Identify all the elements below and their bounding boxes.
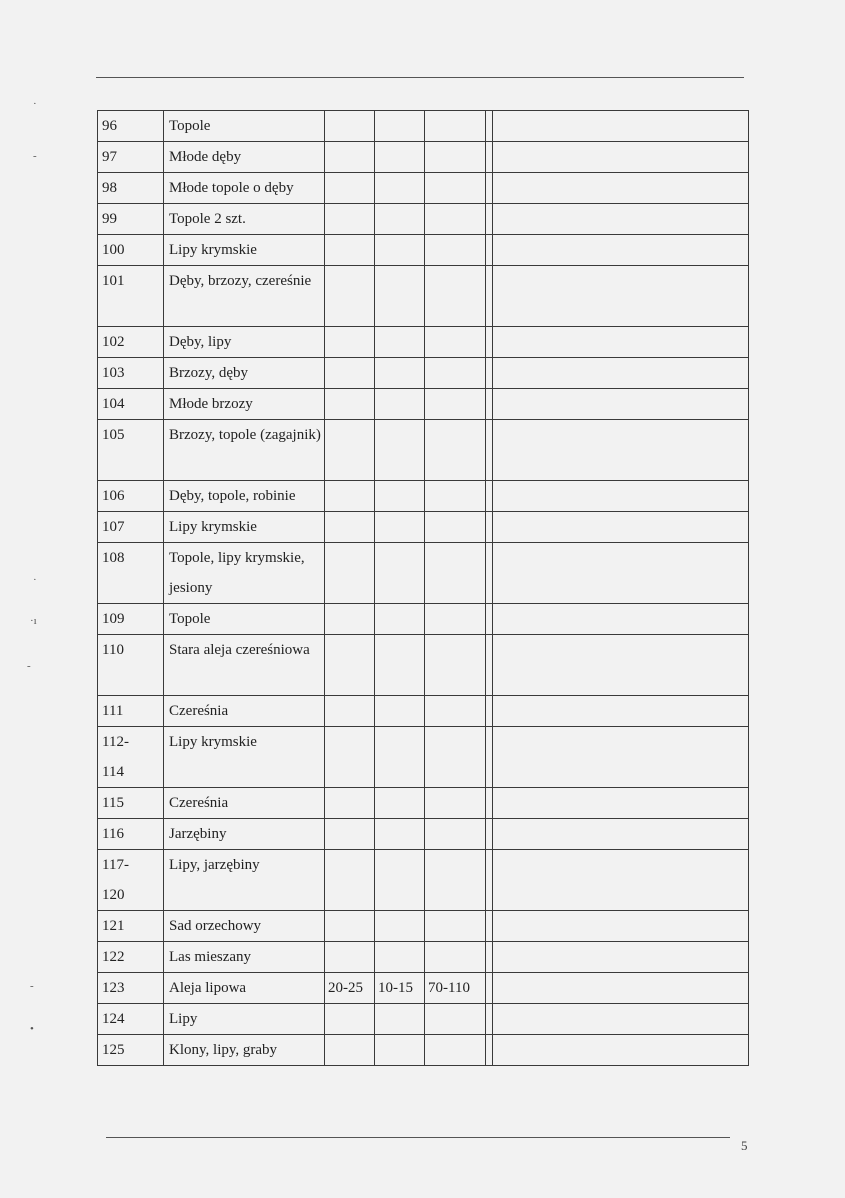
cell-number: 96	[98, 111, 164, 142]
table-row	[98, 819, 749, 850]
cell-number: 115	[98, 788, 164, 819]
cell-notes	[493, 111, 749, 142]
cell-number: 108	[98, 543, 164, 604]
cell-diameter	[375, 788, 425, 819]
cell-number: 104	[98, 389, 164, 420]
table-row	[98, 973, 749, 1004]
table-row	[98, 111, 749, 142]
cell-diameter	[375, 111, 425, 142]
table-row	[98, 850, 749, 911]
cell-notes	[493, 358, 749, 389]
table-row	[98, 358, 749, 389]
cell-diameter	[375, 604, 425, 635]
header-rule	[96, 77, 744, 78]
cell-circumference	[425, 235, 486, 266]
table-row	[98, 173, 749, 204]
cell-diameter	[375, 543, 425, 604]
cell-diameter	[375, 327, 425, 358]
cell-species: Młode brzozy	[164, 389, 325, 420]
cell-height	[325, 635, 375, 696]
cell-spacer	[486, 327, 493, 358]
table-row	[98, 142, 749, 173]
scan-speck: ·	[33, 574, 37, 586]
cell-notes	[493, 543, 749, 604]
cell-spacer	[486, 973, 493, 1004]
cell-circumference	[425, 696, 486, 727]
cell-species: Topole	[164, 604, 325, 635]
cell-height	[325, 850, 375, 911]
cell-notes	[493, 604, 749, 635]
cell-number: 103	[98, 358, 164, 389]
footer-rule	[106, 1137, 730, 1138]
cell-species: Dęby, topole, robinie	[164, 481, 325, 512]
cell-notes	[493, 389, 749, 420]
cell-height	[325, 235, 375, 266]
cell-spacer	[486, 512, 493, 543]
cell-diameter	[375, 942, 425, 973]
scan-speck: •	[30, 1023, 34, 1035]
cell-diameter: 10-15	[375, 973, 425, 1004]
cell-diameter	[375, 727, 425, 788]
cell-circumference	[425, 512, 486, 543]
cell-species: Lipy krymskie	[164, 235, 325, 266]
cell-circumference	[425, 942, 486, 973]
cell-species: Lipy	[164, 1004, 325, 1035]
table-row	[98, 543, 749, 604]
table-row	[98, 420, 749, 481]
cell-diameter	[375, 911, 425, 942]
cell-spacer	[486, 1004, 493, 1035]
cell-circumference	[425, 173, 486, 204]
cell-species: Brzozy, topole (zagajnik)	[164, 420, 325, 481]
cell-height	[325, 604, 375, 635]
cell-spacer	[486, 942, 493, 973]
cell-circumference	[425, 911, 486, 942]
cell-number: 121	[98, 911, 164, 942]
cell-circumference	[425, 543, 486, 604]
cell-height	[325, 111, 375, 142]
cell-number: 106	[98, 481, 164, 512]
cell-spacer	[486, 788, 493, 819]
table-row	[98, 204, 749, 235]
cell-diameter	[375, 420, 425, 481]
cell-spacer	[486, 850, 493, 911]
cell-number: 117- 120	[98, 850, 164, 911]
cell-notes	[493, 850, 749, 911]
cell-height	[325, 327, 375, 358]
scan-speck: ·ı	[30, 615, 37, 627]
cell-notes	[493, 235, 749, 266]
cell-number: 125	[98, 1035, 164, 1066]
table-row	[98, 788, 749, 819]
cell-number: 110	[98, 635, 164, 696]
tree-inventory-table	[97, 110, 749, 1066]
cell-species: Las mieszany	[164, 942, 325, 973]
cell-species: Klony, lipy, graby	[164, 1035, 325, 1066]
cell-species: Topole, lipy krymskie, jesiony	[164, 543, 325, 604]
cell-height	[325, 173, 375, 204]
cell-height: 20-25	[325, 973, 375, 1004]
scan-speck: -	[27, 660, 31, 672]
cell-diameter	[375, 635, 425, 696]
cell-spacer	[486, 1035, 493, 1066]
cell-diameter	[375, 696, 425, 727]
cell-number: 111	[98, 696, 164, 727]
cell-diameter	[375, 173, 425, 204]
cell-height	[325, 727, 375, 788]
scan-speck: ·	[33, 98, 37, 110]
cell-height	[325, 1004, 375, 1035]
table-row	[98, 911, 749, 942]
cell-notes	[493, 266, 749, 327]
cell-spacer	[486, 142, 493, 173]
cell-notes	[493, 942, 749, 973]
cell-spacer	[486, 235, 493, 266]
cell-height	[325, 911, 375, 942]
table-row	[98, 481, 749, 512]
cell-diameter	[375, 481, 425, 512]
cell-number: 98	[98, 173, 164, 204]
cell-species: Stara aleja czereśniowa	[164, 635, 325, 696]
table-row	[98, 635, 749, 696]
table-row	[98, 942, 749, 973]
cell-number: 102	[98, 327, 164, 358]
cell-height	[325, 266, 375, 327]
cell-diameter	[375, 1004, 425, 1035]
cell-notes	[493, 173, 749, 204]
cell-notes	[493, 512, 749, 543]
cell-notes	[493, 788, 749, 819]
cell-number: 116	[98, 819, 164, 850]
cell-species: Topole	[164, 111, 325, 142]
table-row	[98, 512, 749, 543]
cell-species: Młode topole o dęby	[164, 173, 325, 204]
cell-diameter	[375, 1035, 425, 1066]
cell-species: Młode dęby	[164, 142, 325, 173]
cell-notes	[493, 635, 749, 696]
cell-circumference	[425, 111, 486, 142]
cell-notes	[493, 973, 749, 1004]
cell-spacer	[486, 266, 493, 327]
cell-height	[325, 696, 375, 727]
page-number: 5	[741, 1138, 748, 1153]
cell-circumference	[425, 1004, 486, 1035]
cell-diameter	[375, 512, 425, 543]
cell-notes	[493, 1004, 749, 1035]
cell-notes	[493, 204, 749, 235]
cell-height	[325, 819, 375, 850]
cell-height	[325, 512, 375, 543]
cell-notes	[493, 327, 749, 358]
cell-circumference	[425, 420, 486, 481]
cell-circumference	[425, 327, 486, 358]
cell-number: 107	[98, 512, 164, 543]
cell-number: 100	[98, 235, 164, 266]
cell-species: Czereśnia	[164, 696, 325, 727]
cell-spacer	[486, 911, 493, 942]
cell-spacer	[486, 204, 493, 235]
cell-number: 124	[98, 1004, 164, 1035]
cell-circumference	[425, 635, 486, 696]
cell-spacer	[486, 696, 493, 727]
cell-number: 123	[98, 973, 164, 1004]
cell-notes	[493, 911, 749, 942]
cell-spacer	[486, 389, 493, 420]
cell-spacer	[486, 420, 493, 481]
cell-height	[325, 204, 375, 235]
cell-species: Jarzębiny	[164, 819, 325, 850]
cell-diameter	[375, 358, 425, 389]
cell-height	[325, 358, 375, 389]
cell-spacer	[486, 819, 493, 850]
cell-spacer	[486, 635, 493, 696]
cell-diameter	[375, 819, 425, 850]
table-row	[98, 1004, 749, 1035]
table-row	[98, 604, 749, 635]
cell-species: Sad orzechowy	[164, 911, 325, 942]
cell-circumference	[425, 1035, 486, 1066]
cell-height	[325, 1035, 375, 1066]
cell-spacer	[486, 358, 493, 389]
cell-number: 99	[98, 204, 164, 235]
cell-number: 105	[98, 420, 164, 481]
cell-species: Lipy krymskie	[164, 512, 325, 543]
cell-notes	[493, 1035, 749, 1066]
table-row	[98, 389, 749, 420]
cell-height	[325, 389, 375, 420]
cell-circumference	[425, 481, 486, 512]
cell-height	[325, 788, 375, 819]
cell-spacer	[486, 543, 493, 604]
cell-notes	[493, 819, 749, 850]
cell-number: 101	[98, 266, 164, 327]
cell-number: 97	[98, 142, 164, 173]
table-row	[98, 727, 749, 788]
cell-diameter	[375, 266, 425, 327]
cell-diameter	[375, 389, 425, 420]
cell-diameter	[375, 235, 425, 266]
cell-species: Lipy krymskie	[164, 727, 325, 788]
cell-diameter	[375, 850, 425, 911]
cell-number: 109	[98, 604, 164, 635]
cell-height	[325, 142, 375, 173]
cell-height	[325, 543, 375, 604]
cell-species: Czereśnia	[164, 788, 325, 819]
cell-circumference: 70-110	[425, 973, 486, 1004]
cell-spacer	[486, 481, 493, 512]
cell-notes	[493, 727, 749, 788]
cell-circumference	[425, 788, 486, 819]
cell-notes	[493, 481, 749, 512]
table-row	[98, 266, 749, 327]
cell-circumference	[425, 819, 486, 850]
table-row	[98, 327, 749, 358]
cell-species: Brzozy, dęby	[164, 358, 325, 389]
cell-spacer	[486, 111, 493, 142]
table-row	[98, 235, 749, 266]
cell-species: Topole 2 szt.	[164, 204, 325, 235]
cell-species: Aleja lipowa	[164, 973, 325, 1004]
cell-species: Dęby, lipy	[164, 327, 325, 358]
cell-notes	[493, 696, 749, 727]
cell-circumference	[425, 142, 486, 173]
cell-height	[325, 481, 375, 512]
cell-spacer	[486, 173, 493, 204]
cell-circumference	[425, 850, 486, 911]
table-row	[98, 1035, 749, 1066]
cell-notes	[493, 420, 749, 481]
cell-circumference	[425, 389, 486, 420]
cell-notes	[493, 142, 749, 173]
cell-diameter	[375, 204, 425, 235]
cell-circumference	[425, 358, 486, 389]
cell-spacer	[486, 727, 493, 788]
cell-circumference	[425, 727, 486, 788]
cell-diameter	[375, 142, 425, 173]
scan-speck: -	[30, 980, 34, 992]
cell-height	[325, 420, 375, 481]
cell-number: 112- 114	[98, 727, 164, 788]
cell-species: Dęby, brzozy, czereśnie	[164, 266, 325, 327]
cell-height	[325, 942, 375, 973]
table-row	[98, 696, 749, 727]
cell-circumference	[425, 604, 486, 635]
cell-circumference	[425, 266, 486, 327]
cell-circumference	[425, 204, 486, 235]
cell-number: 122	[98, 942, 164, 973]
scan-speck: -	[33, 150, 37, 162]
cell-species: Lipy, jarzębiny	[164, 850, 325, 911]
cell-spacer	[486, 604, 493, 635]
